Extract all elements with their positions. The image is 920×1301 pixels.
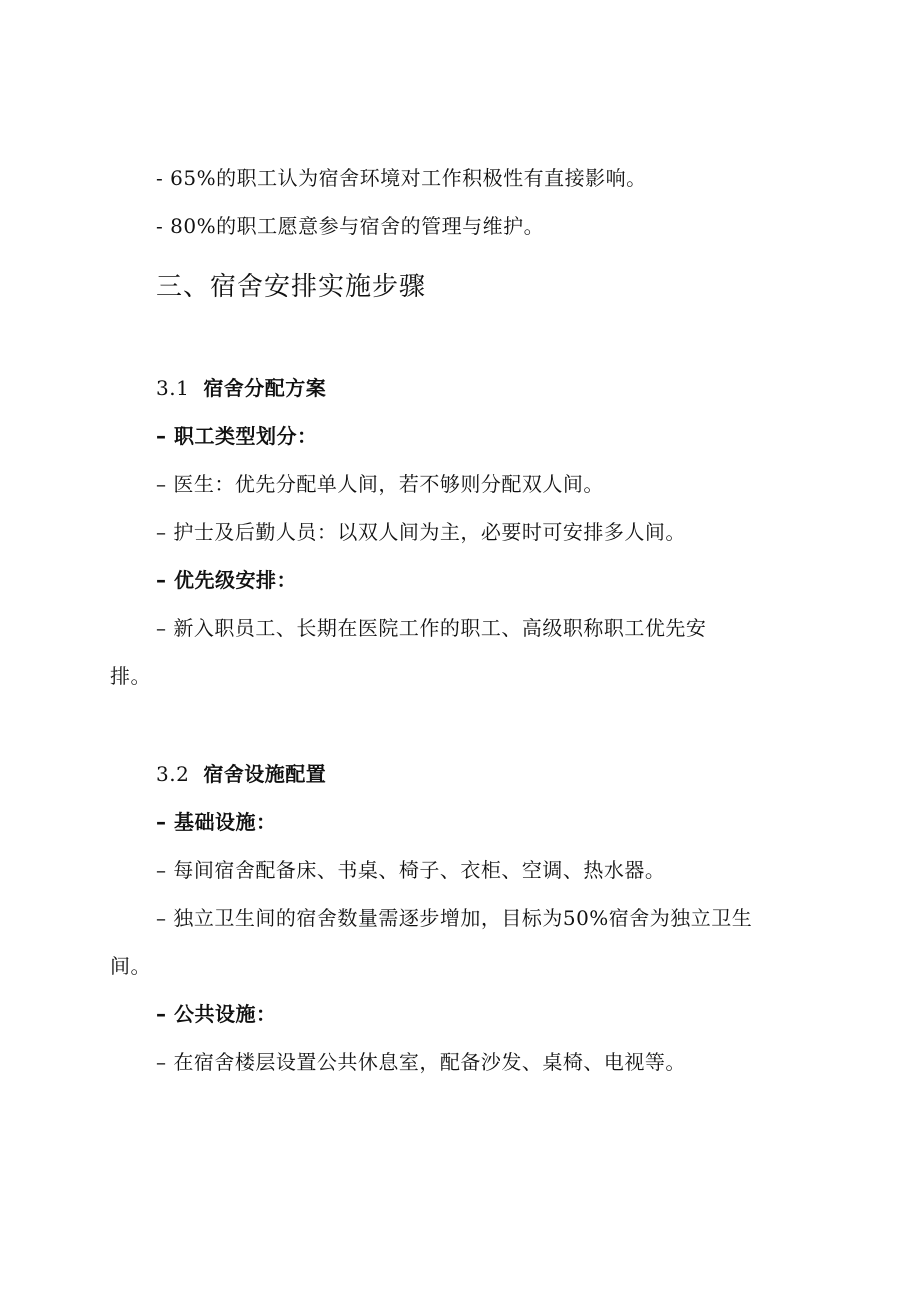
priority-line-1: – 新入职员工、长期在医院工作的职工、高级职称职工优先安 [156, 616, 707, 640]
public-facilities-line: – 在宿舍楼层设置公共休息室，配备沙发、桌椅、电视等。 [156, 1050, 686, 1074]
nurse-line: – 护士及后勤人员：以双人间为主，必要时可安排多人间。 [156, 520, 686, 544]
bathroom-line-2: 间。 [110, 954, 151, 978]
subsection-3-1-heading [156, 374, 326, 402]
basic-facilities-label: – 基础设施： [156, 810, 277, 834]
subsection-3-2-heading [156, 760, 326, 788]
subsection-3-1-number: 3.1 [156, 376, 190, 400]
priority-line-2: 排。 [110, 664, 151, 688]
section-title: 三、宿舍安排实施步骤 [156, 272, 427, 302]
bathroom-line-1: – 独立卫生间的宿舍数量需逐步增加，目标为50%宿舍为独立卫生 [156, 906, 753, 930]
priority-label: – 优先级安排： [156, 568, 297, 592]
public-facilities-label: – 公共设施： [156, 1002, 277, 1026]
staff-type-label: – 职工类型划分： [156, 424, 318, 448]
subsection-3-2-title: 宿舍设施配置 [203, 762, 327, 786]
subsection-3-1-title: 宿舍分配方案 [203, 376, 327, 400]
doctor-line: – 医生：优先分配单人间，若不够则分配双人间。 [156, 472, 604, 496]
survey-item-2: - 80%的职工愿意参与宿舍的管理与维护。 [156, 214, 545, 238]
basic-facilities-line: – 每间宿舍配备床、书桌、椅子、衣柜、空调、热水器。 [156, 858, 666, 882]
subsection-3-2-number: 3.2 [156, 762, 190, 786]
survey-item-1: - 65%的职工认为宿舍环境对工作积极性有直接影响。 [156, 166, 647, 190]
